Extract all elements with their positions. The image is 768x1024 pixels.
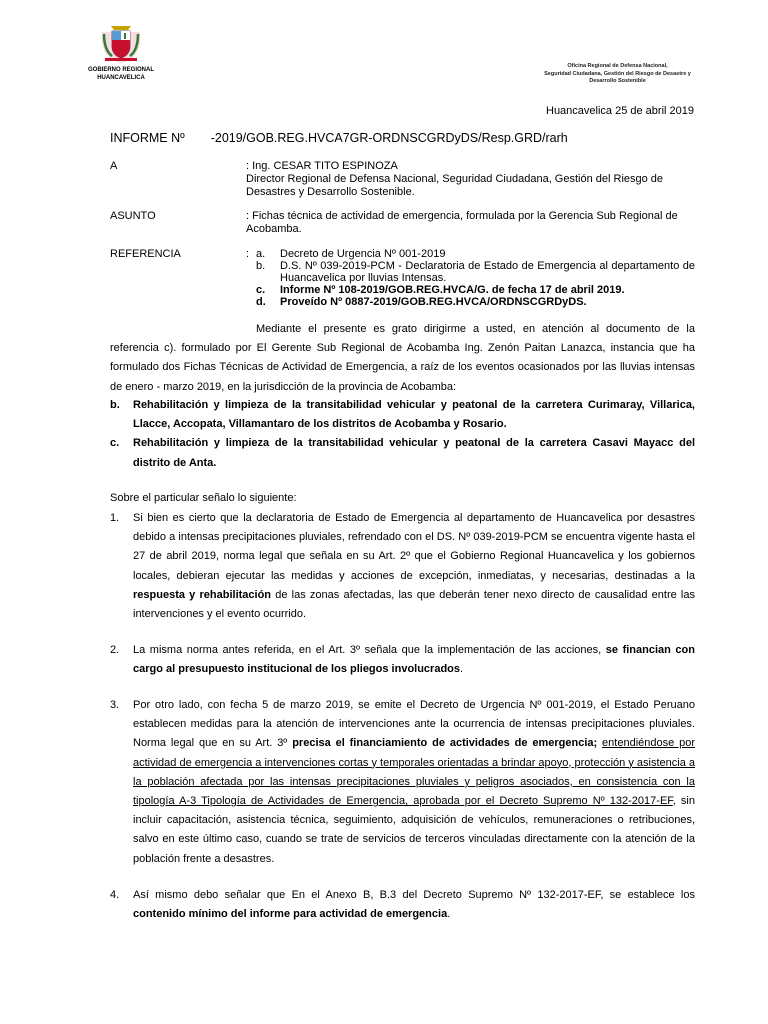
reference-colon <box>246 260 256 284</box>
document-date: Huancavelica 25 de abril 2019 <box>546 105 694 117</box>
point-4 <box>110 886 695 924</box>
ficha-item <box>110 434 695 472</box>
item-text: Por otro lado, con fecha 5 de marzo 2019, se emite el Decreto de Urgencia Nº 001-2019, el Estado Peruano establecen medidas para la atención de intervenciones ante la ocurrencia de intensas precipitaciones pluviales. Norma legal que en su Art. 3º <box>133 699 695 750</box>
item-number: 4. <box>110 889 120 901</box>
point-2 <box>110 641 695 679</box>
regional-government-logo <box>80 22 162 82</box>
informe-title <box>110 131 568 145</box>
reference-text: Decreto de Urgencia Nº 001-2019 <box>280 248 446 260</box>
numbered-item <box>110 641 695 679</box>
item-text: . <box>460 663 464 676</box>
reference-text: D.S. Nº 039-2019-PCM - Declaratoria de Estado de Emergencia al departamento de Huancavelica por lluvias Intensas. <box>280 260 695 284</box>
ficha-text: Rehabilitación y limpieza de la transitabilidad vehicular y peatonal de la carretera Casavi Mayacc del distrito de Anta. <box>133 437 695 469</box>
item-text: Si bien es cierto que la declaratoria de Estado de Emergencia al departamento de Huancavelica por desastres debido a intensas precipitaciones pluviales, refrendado con el DS. Nº 039-2019-PCM se encuentra vigente hasta el 27 de abril 2019, norma legal que señala en su Art. 2º que el Gobierno Regional Huancavelica y los gobiernos locales, debieran ejecutar las medidas y acciones de excepción, inmediatas, y necesarias, destinadas a la <box>133 512 695 582</box>
item-text: Así mismo debo señalar que En el Anexo B, B.3 del Decreto Supremo Nº 132-2017-EF, se establece los <box>133 889 695 901</box>
addressee-position: Director Regional de Defensa Nacional, Seguridad Ciudadana, Gestión del Riesgo de Desastres y Desarrollo Sostenible. <box>246 173 664 198</box>
ficha-item <box>110 396 695 434</box>
item-text-bold: precisa el financiamiento de actividades de emergencia; <box>292 737 598 750</box>
ficha-letter: c. <box>110 437 120 450</box>
informe-code: -2019/GOB.REG.HVCA7GR-ORDNSCGRDyDS/Resp.GRD/rarh <box>210 131 568 145</box>
addressee-block <box>246 160 695 199</box>
subject-text: : Fichas técnica de actividad de emergencia, formulada por la Gerencia Sub Regional de Acobamba. <box>246 210 678 235</box>
item-number: 3. <box>110 699 120 711</box>
reference-letter: b. <box>256 260 266 272</box>
item-text: de las zonas afectadas, las que deberán tener nexo directo de causalidad entre las intervenciones y el evento ocurrido. <box>133 588 695 621</box>
reference-text: Proveído Nº 0887-2019/GOB.REG.HVCA/ORDNSCGRDyDS. <box>280 296 587 308</box>
point-1 <box>110 509 695 624</box>
subject-label: ASUNTO <box>110 210 156 222</box>
item-number: 2. <box>110 644 120 656</box>
office-line2: Seguridad Ciudadana, Gestión del Riesgo de Desastre y <box>544 70 691 77</box>
numbered-item <box>110 696 695 869</box>
item-body <box>133 641 695 679</box>
reference-letter: d. <box>256 296 266 308</box>
addressee-name: : Ing. CESAR TITO ESPINOZA <box>246 160 398 172</box>
reference-letter: a. <box>256 248 266 260</box>
intro-paragraph: Mediante el presente es grato dirigirme a usted, en atención al documento de la referencia c). formulado por El Gerente Sub Regional de Acobamba Ing. Zenón Paitan Lanazca, instancia que ha formulado dos Fichas Técnicas de Actividad de Emergencia, a raíz de los eventos ocasionados por las lluvias intensas de enero - marzo 2019, en la jurisdicción de la provincia de Acobamba: <box>110 323 695 393</box>
item-number: 1. <box>110 512 120 524</box>
particular-line: Sobre el particular señalo lo siguiente: <box>110 492 297 504</box>
point-3 <box>110 696 695 869</box>
numbered-item <box>110 886 695 924</box>
informe-label: INFORME Nº <box>110 131 185 145</box>
item-text-bold: contenido mínimo del informe para actividad de emergencia <box>133 908 448 921</box>
item-body <box>133 886 695 924</box>
office-header <box>540 63 695 86</box>
reference-letter: c. <box>256 284 266 296</box>
item-text: . <box>447 908 451 921</box>
logo-name <box>80 66 162 82</box>
reference-item <box>246 296 695 308</box>
logo-line2: HUANCAVELICA <box>97 75 145 81</box>
reference-colon <box>246 296 256 308</box>
office-line1: Oficina Regional de Defensa Nacional, <box>567 63 668 69</box>
ficha-text: Rehabilitación y limpieza de la transitabilidad vehicular y peatonal de la carretera Curimaray, Villarica, Llacce, Accopata, Villamantaro de los distritos de Acobamba y Rosario. <box>133 399 695 431</box>
reference-item <box>246 284 695 296</box>
reference-text: Informe Nº 108-2019/GOB.REG.HVCA/G. de fecha 17 de abril 2019. <box>280 284 625 296</box>
addressee-label: A <box>110 160 118 172</box>
reference-colon: : <box>246 248 250 260</box>
item-text-underlined: entendiéndose por actividad de emergencia a intervenciones cortas y temporales orientadas a brindar apoyo, protección y asistencia a la población afectada por las intensas precipitaciones pluviales y peligros asociados, en consistencia con la tipología A-3 Tipología de Actividades de Emergencia, aprobada por el Decreto Supremo Nº 132-2017-EF <box>133 737 695 808</box>
ficha-letter: b. <box>110 399 120 411</box>
reference-colon <box>246 284 256 296</box>
office-line3: Desarrollo Sostenible <box>589 78 646 84</box>
item-body <box>133 696 695 869</box>
coat-of-arms-icon <box>98 22 144 64</box>
item-text: La misma norma antes referida, en el Art. 3º señala que la implementación de las acciones, <box>133 644 606 656</box>
reference-item <box>246 260 695 284</box>
logo-line1: GOBIERNO REGIONAL <box>87 67 154 73</box>
item-text-bold: respuesta y rehabilitación <box>133 588 272 601</box>
reference-list <box>246 248 695 308</box>
item-text: , sin incluir capacitación, asistencia técnica, seguimiento, adquisición de vehículos, remuneraciones o retribuciones, salvo en este último caso, cuando se trate de servicios de terceros vinculadas directamente con la atención de la población frente a desastres. <box>133 795 695 865</box>
reference-item <box>246 248 695 260</box>
item-body <box>133 509 695 624</box>
item-text-bold: se financian con cargo al presupuesto institucional de los pliegos involucrados <box>133 644 695 676</box>
numbered-item <box>110 509 695 624</box>
reference-label: REFERENCIA <box>110 248 181 260</box>
fichas-list <box>110 396 695 473</box>
